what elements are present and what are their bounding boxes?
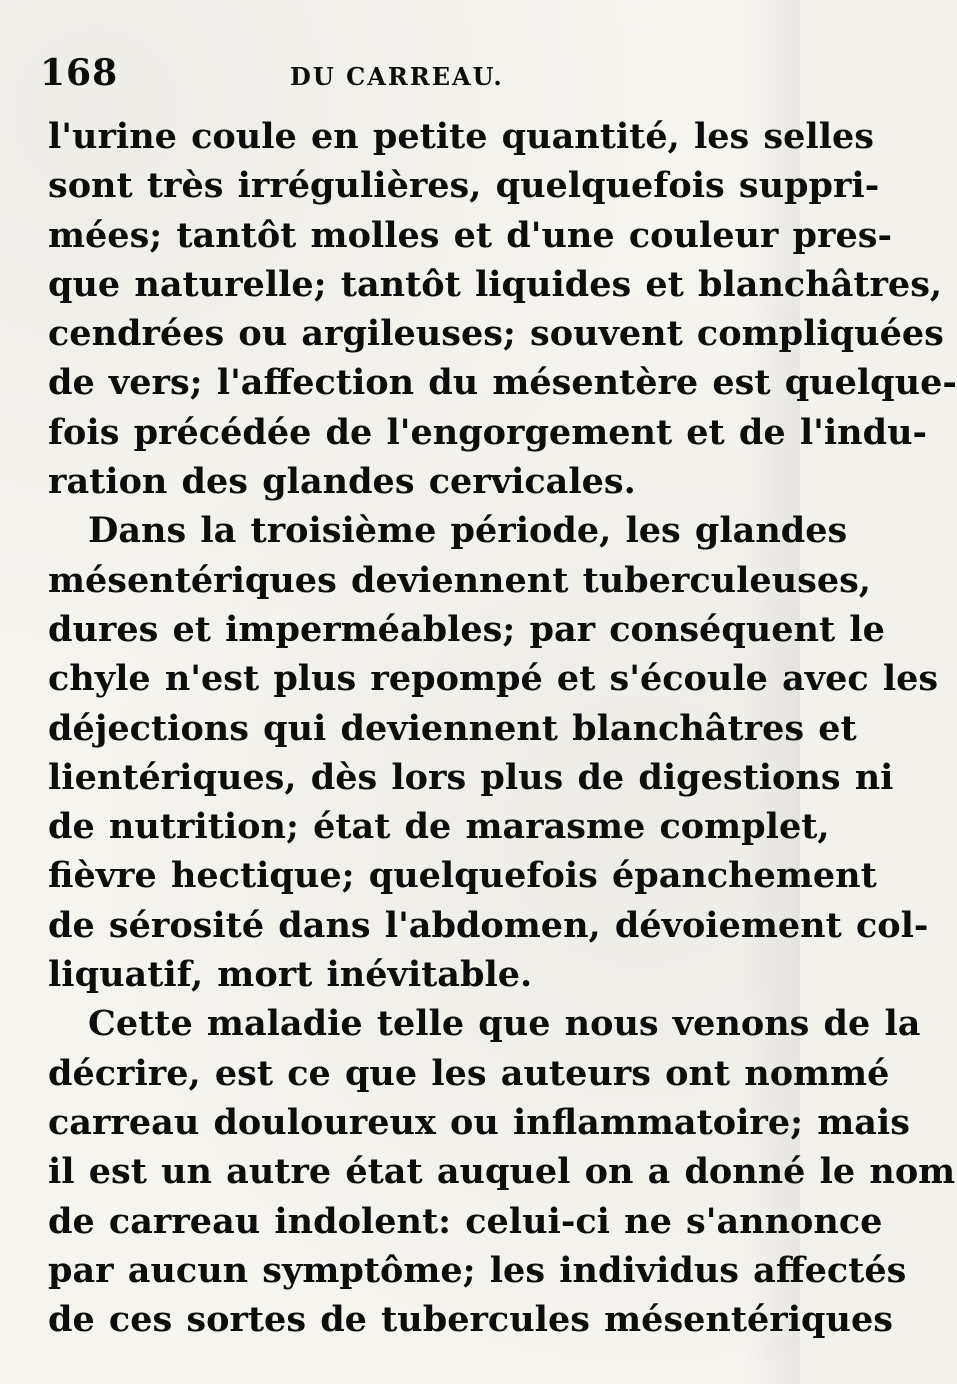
paragraph-3 bbox=[48, 999, 956, 1344]
text-line: lientériques, dès lors plus de digestions ni bbox=[48, 756, 894, 798]
text-line: que naturelle; tantôt liquides et blanchâtres, bbox=[48, 263, 943, 305]
text-line: de vers; l'affection du mésentère est quelque- bbox=[48, 362, 957, 404]
text-line: fois précédée de l'engorgement et de l'indu- bbox=[48, 411, 928, 453]
text-line: carreau douloureux ou inflammatoire; mais bbox=[48, 1101, 910, 1143]
text-line: chyle n'est plus repompé et s'écoule avec les bbox=[48, 658, 939, 700]
text-line: dures et imperméables; par conséquent le bbox=[48, 608, 885, 650]
text-line: de ces sortes de tubercules mésentériques bbox=[48, 1299, 893, 1341]
text-line: cendrées ou argileuses; souvent compliquées bbox=[48, 313, 944, 355]
page-number: 168 bbox=[40, 52, 119, 94]
text-line: par aucun symptôme; les individus affectés bbox=[48, 1249, 907, 1291]
text-line: l'urine coule en petite quantité, les selles bbox=[48, 116, 874, 157]
text-line: de nutrition; état de marasme complet, bbox=[48, 806, 830, 848]
paragraph-1 bbox=[48, 112, 957, 506]
text-line: déjections qui deviennent blanchâtres et bbox=[48, 707, 857, 749]
text-line: mésentériques deviennent tuberculeuses, bbox=[48, 559, 871, 601]
body-text bbox=[48, 112, 957, 1344]
running-title: DU CARREAU. bbox=[290, 62, 504, 91]
text-line: il est un autre état auquel on a donné le nom bbox=[48, 1151, 956, 1193]
text-line: fièvre hectique; quelquefois épanchement bbox=[48, 855, 877, 897]
paragraph-2 bbox=[48, 506, 939, 999]
text-line: décrire, est ce que les auteurs ont nommé bbox=[48, 1052, 890, 1094]
running-head bbox=[40, 52, 760, 96]
text-line: de sérosité dans l'abdomen, dévoiement col- bbox=[48, 904, 929, 946]
text-line: liquatif, mort inévitable. bbox=[48, 954, 533, 996]
text-line: sont très irrégulières, quelquefois suppri- bbox=[48, 165, 880, 207]
text-line: Cette maladie telle que nous venons de la bbox=[88, 1003, 921, 1045]
text-line: Dans la troisième période, les glandes bbox=[88, 510, 848, 552]
text-line: ration des glandes cervicales. bbox=[48, 461, 636, 503]
text-line: mées; tantôt molles et d'une couleur pres- bbox=[48, 214, 892, 256]
text-line: de carreau indolent: celui-ci ne s'annonce bbox=[48, 1200, 883, 1242]
